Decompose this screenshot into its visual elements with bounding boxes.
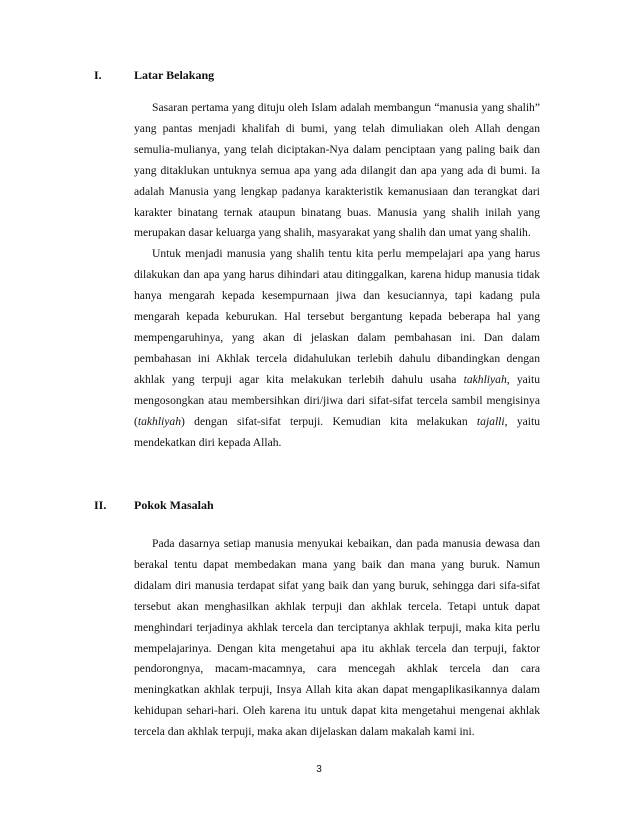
paragraph [134, 244, 540, 453]
section-title: Latar Belakang [134, 68, 215, 82]
page-number: 3 [316, 764, 322, 775]
paragraph-text: , yaitu mendekatkan diri kepada Allah. [134, 414, 540, 449]
section-title: Pokok Masalah [134, 498, 214, 512]
paragraph: Sasaran pertama yang dituju oleh Islam adalah membangun “manusia yang shalih” yang pantas menjadi khalifah di bumi, yang telah dimuliakan oleh Allah dengan semulia-mulianya, yang telah diciptakan-Nya dalam penciptaan yang paling baik dan yang ditaklukan untuknya semua apa yang ada dilangit dan apa yang ada di bumi. Ia adalah Manusia yang lengkap padanya karakteristik kemanusiaan dan terangkat dari karakter binatang ternak ataupun binatang buas. Manusia yang shalih inilah yang merupakan dasar keluarga yang shalih, masyarakat yang shalih dan umat yang shalih. [134, 101, 540, 240]
section-body-latar-belakang [134, 98, 540, 453]
paragraph-text: Untuk menjadi manusia yang shalih tentu kita perlu mempelajari apa yang harus dilakukan dan apa yang harus dihindari atau ditinggalkan, karena hidup manusia tidak hanya mengarah kepada kesempurnaan jiwa dan kesuciannya, tapi kadang pula mengarah kepada keburukan. Hal tersebut bergantung kepada beberapa hal yang mempengaruhinya, yang akan di jelaskan dalam pembahasan ini. Dan dalam pembahasan ini Akhlak tercela didahulukan terlebih dahulu dibandingkan dengan akhlak yang terpuji agar kita melakukan terlebih dahulu usaha [134, 247, 540, 386]
section-number: II. [94, 498, 107, 512]
paragraph-text: , yaitu mengosongkan atau membersihkan diri/jiwa dari sifat-sifat tercela sambil mengisinya ( [134, 372, 540, 428]
italic-term: takhliyah [463, 372, 507, 386]
paragraph: Pada dasarnya setiap manusia menyukai kebaikan, dan pada manusia dewasa dan berakal tentu dapat membedakan mana yang baik dan mana yang buruk. Namun didalam diri manusia terdapat sifat yang baik dan yang buruk, sehingga dari sifa-sifat tersebut akan menghasilkan akhlak terpuji dan akhlak tercela. Tetapi untuk dapat menghindari terjadinya akhlak tercela dan terciptanya akhlak terpuji, maka kita perlu mempelajarinya. Dengan kita mengetahui apa itu akhlak tercela dan terpuji, faktor pendorongnya, macam-macamnya, cara mencegah akhlak tercela dan cara meningkatkan akhlak terpuji, Insya Allah kita akan dapat mengaplikasikannya dalam kehidupan sehari-hari. Oleh karena itu untuk dapat kita mengetahui mengenai akhlak tercela dan akhlak terpuji, maka akan dijelaskan dalam makalah kami ini. [134, 537, 540, 739]
section-body-pokok-masalah [134, 534, 540, 743]
italic-term: tajalli [476, 414, 505, 428]
paragraph-text: ) dengan sifat-sifat terpuji. Kemudian kita melakukan [181, 414, 477, 428]
section-number: I. [94, 68, 102, 82]
italic-term: takhliyah [137, 414, 182, 428]
